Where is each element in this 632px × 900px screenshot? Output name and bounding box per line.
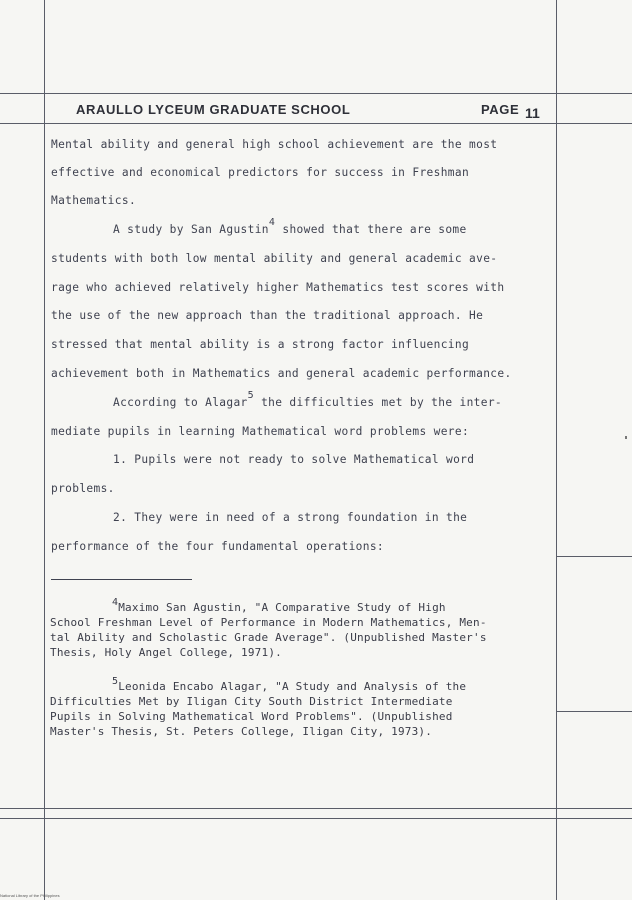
body-line: rage who achieved relatively higher Mathematics test scores with <box>51 281 505 294</box>
footnote-5-line <box>112 676 467 693</box>
footnote-5-marker: 5 <box>112 676 119 687</box>
body-line: Mental ability and general high school achievement are the most <box>51 138 498 151</box>
footnote-4-marker: 4 <box>112 597 119 608</box>
body-line: achievement both in Mathematics and general academic performance. <box>51 367 512 380</box>
footnote-separator <box>51 579 192 580</box>
body-line: students with both low mental ability and general academic ave- <box>51 252 498 265</box>
body-line: effective and economical predictors for success in Freshman <box>51 166 470 179</box>
footnote-5-line: Master's Thesis, St. Peters College, Iligan City, 1973). <box>50 725 433 738</box>
left-margin-rule <box>44 0 45 900</box>
body-line: the use of the new approach than the traditional approach. He <box>51 309 484 322</box>
body-text: A study by San Agustin <box>113 223 269 236</box>
header-bottom-rule <box>0 123 632 124</box>
body-line: stressed that mental ability is a strong factor influencing <box>51 338 470 351</box>
body-line: performance of the four fundamental operations: <box>51 540 385 553</box>
header-top-rule <box>0 93 632 94</box>
page-label: PAGE <box>481 102 520 117</box>
body-line: 1. Pupils were not ready to solve Mathematical word <box>113 453 475 466</box>
body-text: the difficulties met by the inter- <box>261 396 502 409</box>
body-line <box>113 390 502 409</box>
footnote-4-line <box>112 597 446 614</box>
body-line: problems. <box>51 482 115 495</box>
footnote-4-line: Thesis, Holy Angel College, 1971). <box>50 646 282 659</box>
footnote-4-line: tal Ability and Scholastic Grade Average". (Unpublished Master's <box>50 631 487 644</box>
footer-rule-2 <box>0 818 632 819</box>
page-number: 11 <box>525 105 540 121</box>
footnote-4-text: Maximo San Agustin, "A Comparative Study of High <box>118 601 446 614</box>
school-name: ARAULLO LYCEUM GRADUATE SCHOOL <box>76 102 351 117</box>
body-line: mediate pupils in learning Mathematical word problems were: <box>51 425 470 438</box>
footnote-ref-5: 5 <box>247 390 254 401</box>
footnote-5-line: Pupils in Solving Mathematical Word Problems". (Unpublished <box>50 710 453 723</box>
body-line: Mathematics. <box>51 194 137 207</box>
body-text: According to Alagar <box>113 396 248 409</box>
body-line <box>113 217 467 236</box>
scan-speck <box>625 436 627 439</box>
body-text: showed that there are some <box>282 223 467 236</box>
right-column-rule-1 <box>556 556 632 557</box>
footnote-4-line: School Freshman Level of Performance in Modern Mathematics, Men- <box>50 616 487 629</box>
footnote-5-line: Difficulties Met by Iligan City South District Intermediate <box>50 695 453 708</box>
footer-rule-1 <box>0 808 632 809</box>
right-column-rule-2 <box>556 711 632 712</box>
archive-watermark: National Library of the Philippines <box>0 893 60 898</box>
body-line: 2. They were in need of a strong foundation in the <box>113 511 468 524</box>
footnote-ref-4: 4 <box>268 217 276 228</box>
right-margin-rule <box>556 0 557 900</box>
footnote-5-text: Leonida Encabo Alagar, "A Study and Analysis of the <box>118 680 467 693</box>
